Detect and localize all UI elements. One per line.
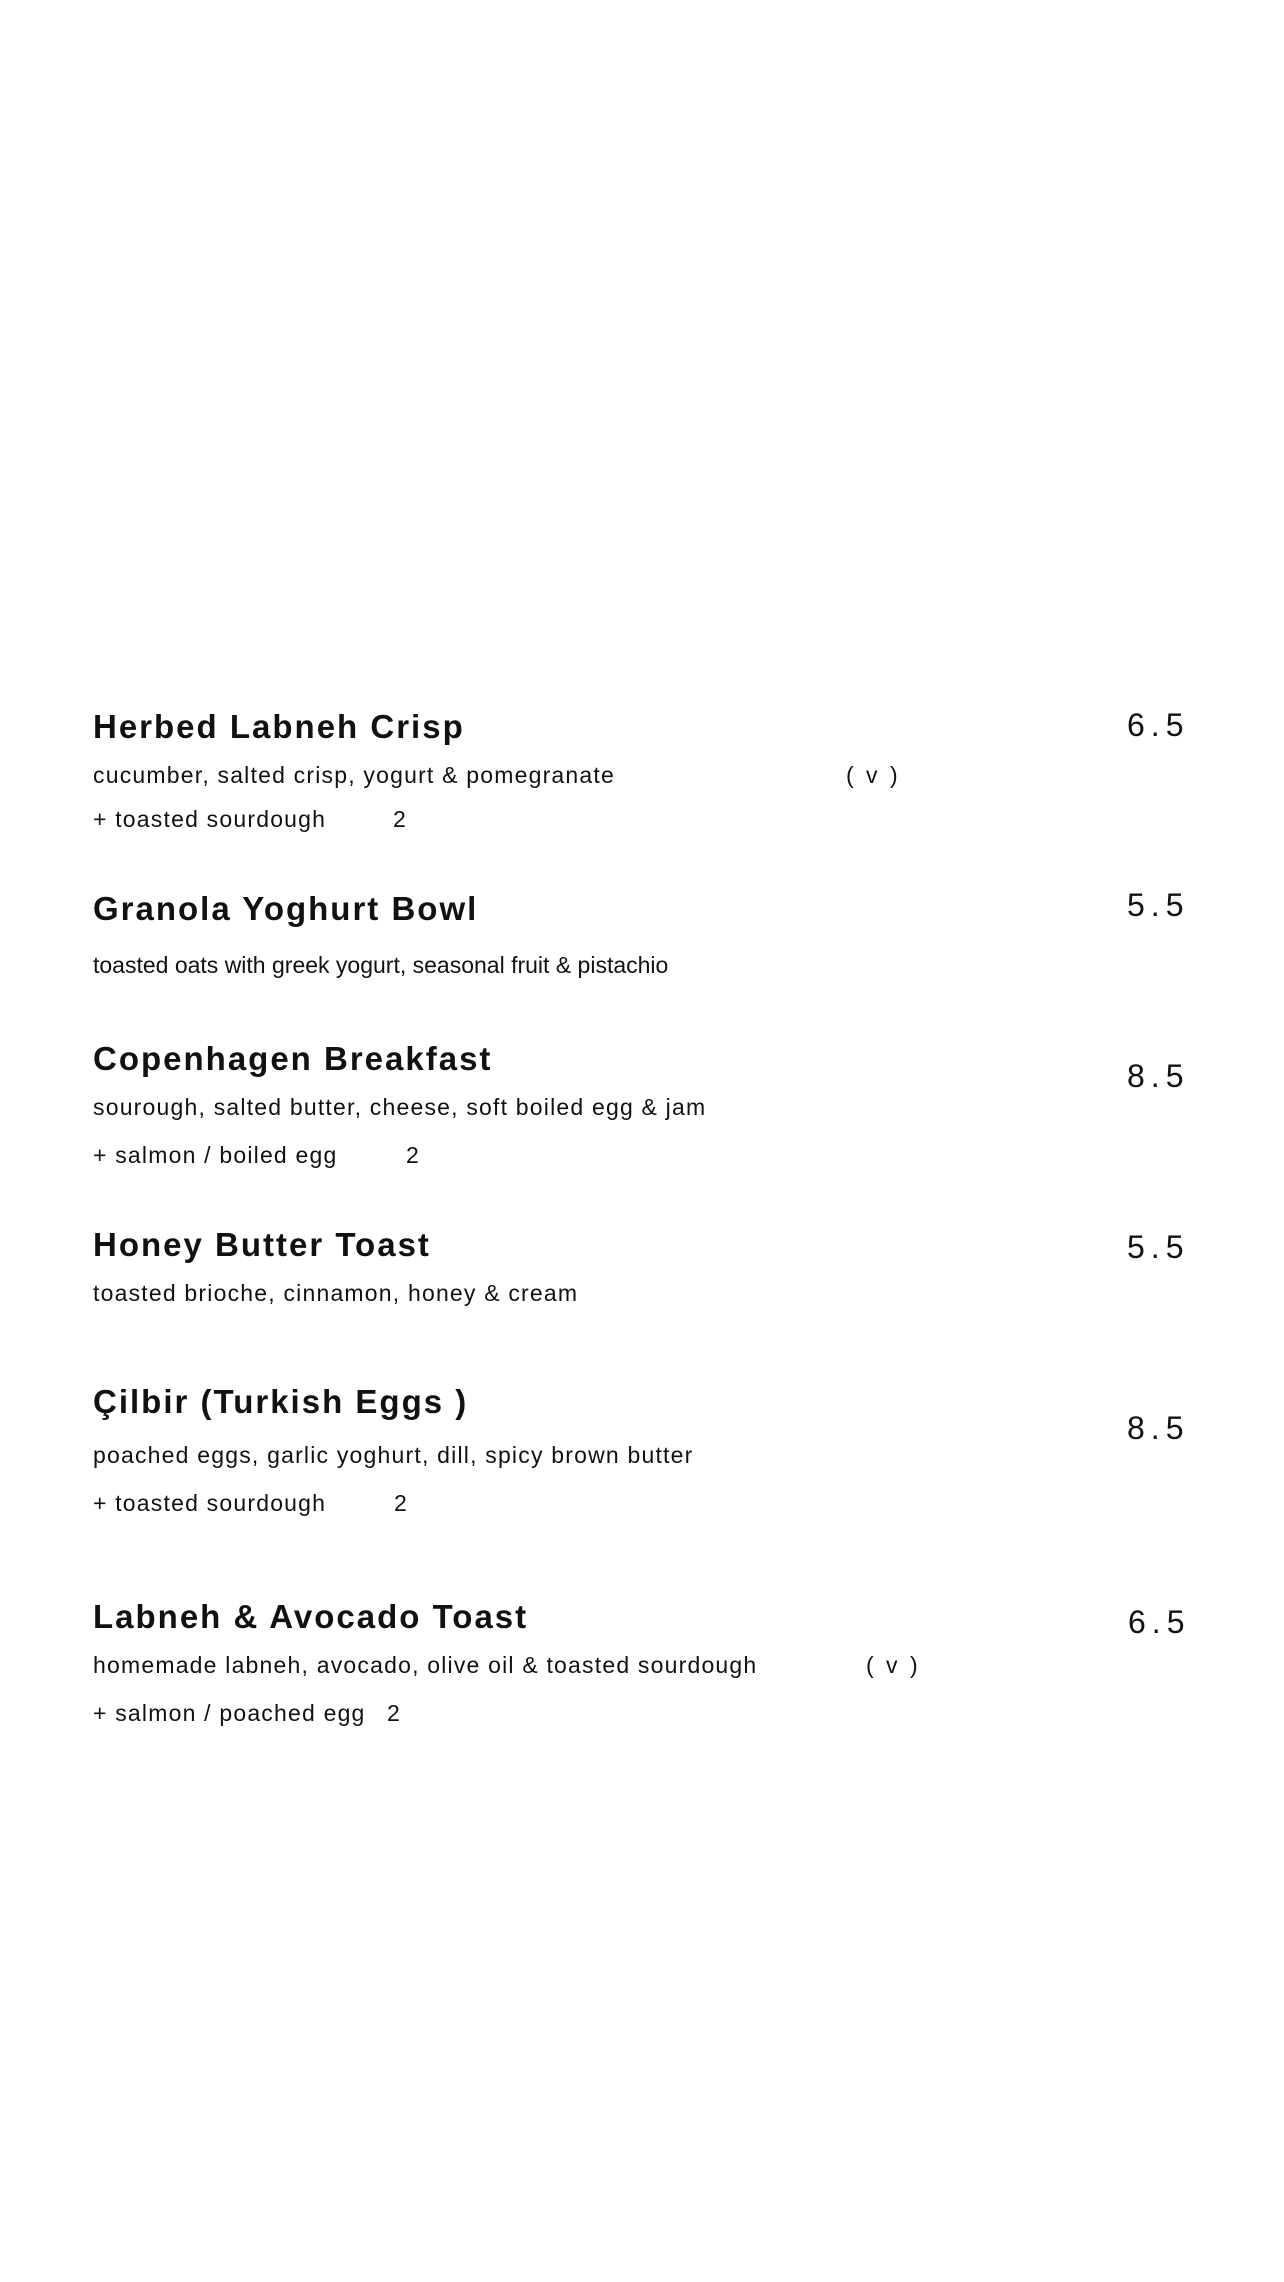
menu-item-title: Granola Yoghurt Bowl: [93, 890, 479, 927]
menu-item-description: cucumber, salted crisp, yogurt & pomegranate: [93, 762, 615, 788]
addon-price: 2: [394, 1490, 407, 1516]
menu-item-title: Labneh & Avocado Toast: [93, 1598, 529, 1635]
menu-item-price: 5.5: [1127, 1229, 1190, 1265]
vegetarian-tag: ( v ): [846, 762, 901, 788]
menu-item-description: toasted oats with greek yogurt, seasonal fruit & pistachio: [93, 952, 669, 978]
menu-item-title: Herbed Labneh Crisp: [93, 708, 465, 745]
menu-item-price: 8.5: [1127, 1058, 1190, 1094]
menu-item-addon: + toasted sourdough: [93, 1490, 327, 1516]
menu-item-addon: + salmon / poached egg: [93, 1700, 366, 1726]
menu-item-price: 6.5: [1127, 707, 1190, 743]
menu-item-title: Çilbir (Turkish Eggs ): [93, 1383, 469, 1420]
menu-item-price: 6.5: [1128, 1604, 1191, 1640]
addon-price: 2: [387, 1700, 400, 1726]
menu-item-description: toasted brioche, cinnamon, honey & cream: [93, 1280, 579, 1306]
menu-item-price: 8.5: [1127, 1410, 1190, 1446]
vegetarian-tag: ( v ): [866, 1652, 921, 1678]
menu-item-description: poached eggs, garlic yoghurt, dill, spicy brown butter: [93, 1442, 694, 1468]
addon-price: 2: [393, 806, 406, 832]
menu-item-description: sourough, salted butter, cheese, soft boiled egg & jam: [93, 1094, 707, 1120]
addon-price: 2: [406, 1142, 419, 1168]
menu-item-title: Honey Butter Toast: [93, 1226, 431, 1263]
menu-item-title: Copenhagen Breakfast: [93, 1040, 493, 1077]
menu-item-price: 5.5: [1127, 887, 1190, 923]
menu-item-addon: + salmon / boiled egg: [93, 1142, 338, 1168]
menu-item-description: homemade labneh, avocado, olive oil & toasted sourdough: [93, 1652, 758, 1678]
menu-item-addon: + toasted sourdough: [93, 806, 327, 832]
